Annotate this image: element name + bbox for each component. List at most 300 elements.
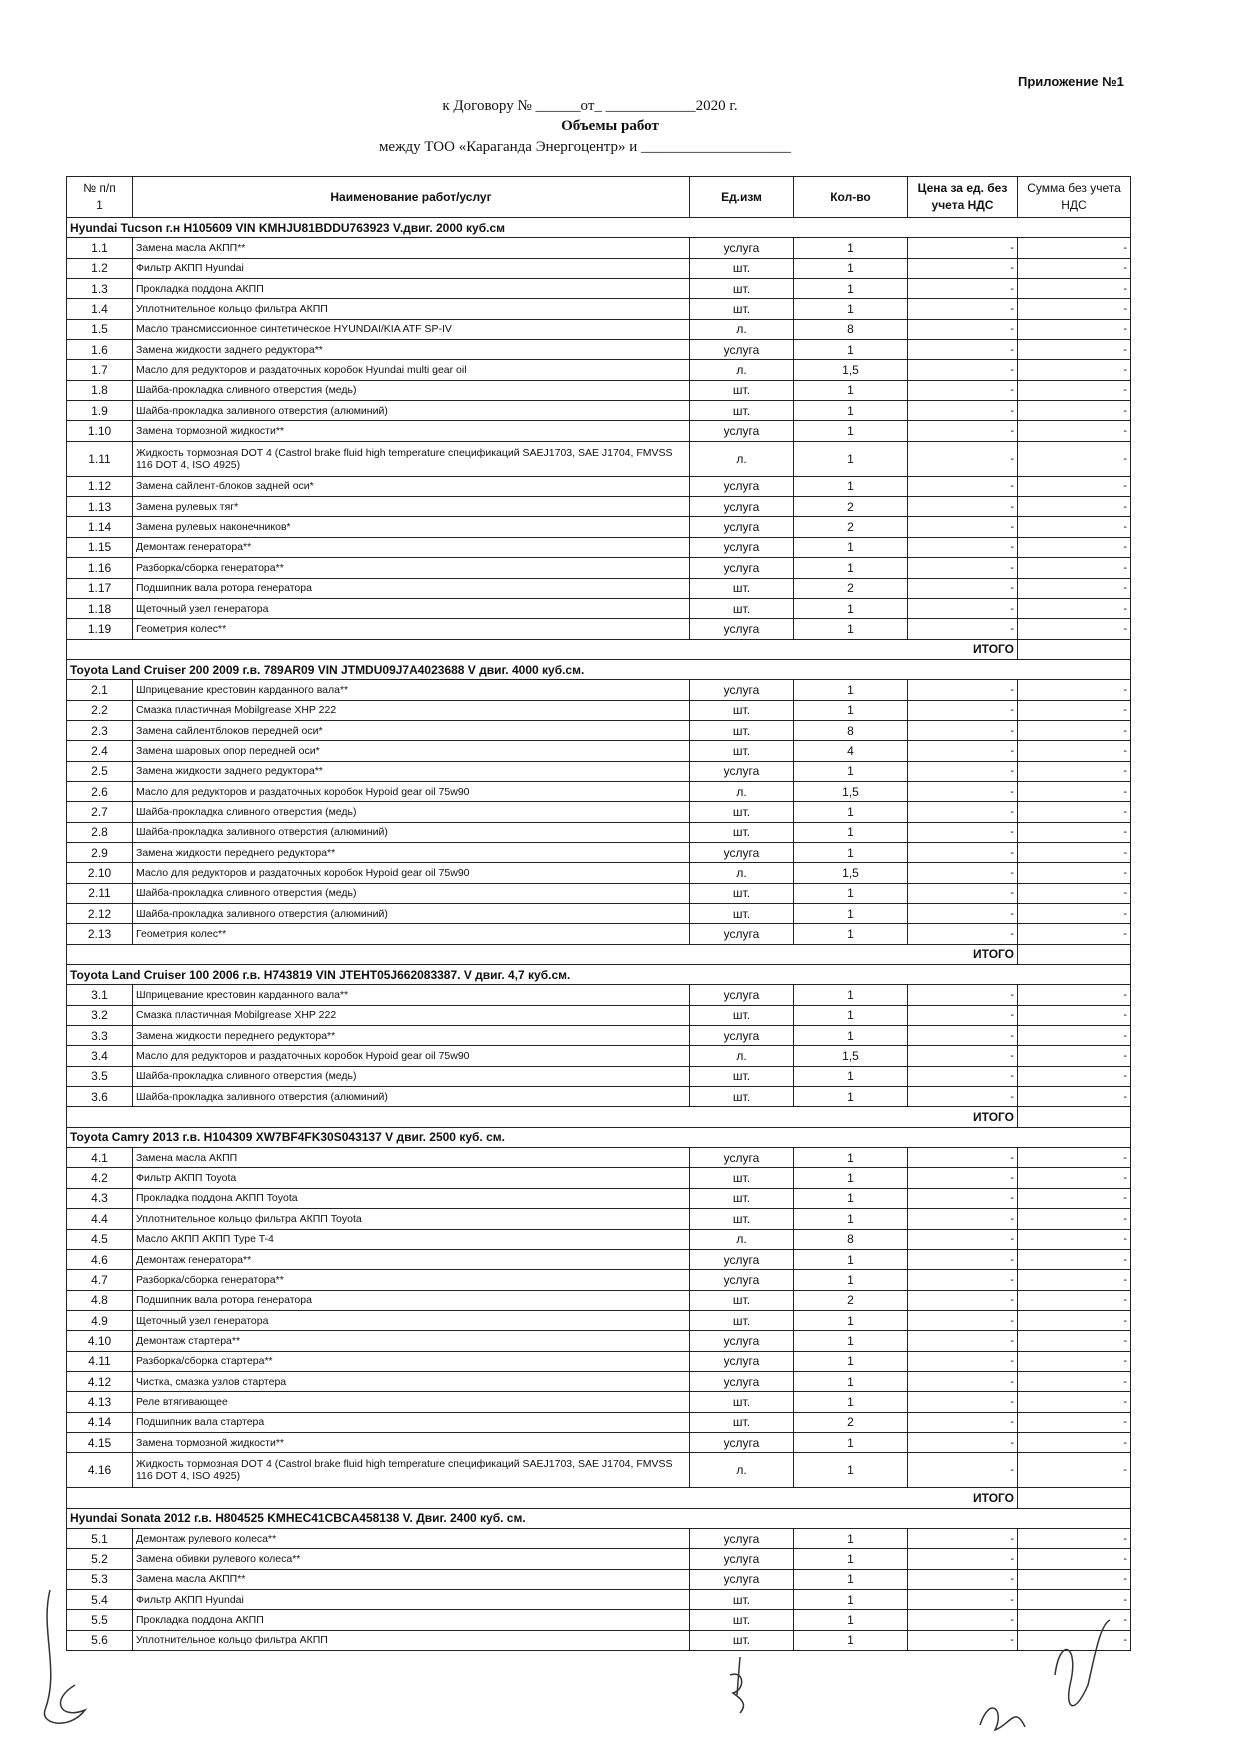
row-price: - — [908, 476, 1018, 496]
row-unit: услуга — [690, 1249, 794, 1269]
row-price: - — [908, 1412, 1018, 1432]
row-name: Уплотнительное кольцо фильтра АКПП — [133, 1630, 690, 1650]
row-unit: шт. — [690, 1087, 794, 1107]
row-price: - — [908, 1610, 1018, 1630]
row-unit: л. — [690, 1046, 794, 1066]
row-price: - — [908, 761, 1018, 781]
row-unit: услуга — [690, 1270, 794, 1290]
row-name: Замена сайлент-блоков задней оси* — [133, 476, 690, 496]
table-row — [67, 578, 1131, 598]
table-row — [67, 842, 1131, 862]
table-row — [67, 1046, 1131, 1066]
row-quantity: 1 — [794, 1610, 908, 1630]
table-row — [67, 720, 1131, 740]
row-unit: шт. — [690, 578, 794, 598]
row-quantity: 1 — [794, 1148, 908, 1168]
table-row — [67, 1148, 1131, 1168]
table-row — [67, 1066, 1131, 1086]
table-row — [67, 360, 1131, 380]
row-name: Замена рулевых наконечников* — [133, 517, 690, 537]
row-unit: шт. — [690, 720, 794, 740]
table-row — [67, 558, 1131, 578]
row-sum: - — [1018, 1026, 1131, 1046]
row-name: Фильтр АКПП Toyota — [133, 1168, 690, 1188]
row-unit: услуга — [690, 238, 794, 258]
row-unit: услуга — [690, 558, 794, 578]
row-name: Замена тормозной жидкости** — [133, 1432, 690, 1452]
row-name: Демонтаж рулевого колеса** — [133, 1528, 690, 1548]
row-unit: шт. — [690, 1066, 794, 1086]
row-number: 4.14 — [67, 1412, 133, 1432]
row-sum: - — [1018, 680, 1131, 700]
row-unit: услуга — [690, 476, 794, 496]
row-name: Замена тормозной жидкости** — [133, 421, 690, 441]
row-price: - — [908, 1453, 1018, 1488]
row-price: - — [908, 238, 1018, 258]
row-sum: - — [1018, 1331, 1131, 1351]
column-num-sub: 1 — [96, 198, 103, 212]
row-number: 1.8 — [67, 380, 133, 400]
row-price: - — [908, 1209, 1018, 1229]
signature-left — [30, 1590, 110, 1750]
row-unit: услуга — [690, 340, 794, 360]
row-price: - — [908, 279, 1018, 299]
row-sum: - — [1018, 1290, 1131, 1310]
row-quantity: 1 — [794, 1005, 908, 1025]
row-unit: шт. — [690, 401, 794, 421]
section-header-row — [67, 1127, 1131, 1147]
row-number: 4.12 — [67, 1371, 133, 1391]
table-row — [67, 258, 1131, 278]
row-unit: л. — [690, 319, 794, 339]
row-sum: - — [1018, 1392, 1131, 1412]
row-sum: - — [1018, 1371, 1131, 1391]
row-quantity: 1,5 — [794, 863, 908, 883]
row-sum: - — [1018, 1569, 1131, 1589]
column-header-price: Цена за ед. без учета НДС — [908, 177, 1018, 218]
row-number: 5.5 — [67, 1610, 133, 1630]
row-unit: шт. — [690, 802, 794, 822]
row-name: Шайба-прокладка сливного отверстия (медь) — [133, 1066, 690, 1086]
row-sum: - — [1018, 1168, 1131, 1188]
row-name: Шайба-прокладка заливного отверстия (алюминий) — [133, 904, 690, 924]
row-name: Замена масла АКПП** — [133, 238, 690, 258]
section-title: Toyota Land Cruiser 200 2009 г.в. 789AR09 VIN JTMDU09J7A4023688 V двиг. 4000 куб.см. — [67, 659, 908, 679]
row-price: - — [908, 578, 1018, 598]
row-quantity: 1 — [794, 1066, 908, 1086]
row-quantity: 1 — [794, 238, 908, 258]
row-name: Фильтр АКПП Hyundai — [133, 258, 690, 278]
row-sum: - — [1018, 578, 1131, 598]
row-quantity: 2 — [794, 1412, 908, 1432]
table-row — [67, 1569, 1131, 1589]
row-quantity: 1 — [794, 1453, 908, 1488]
row-number: 1.19 — [67, 619, 133, 639]
row-unit: шт. — [690, 1290, 794, 1310]
table-row — [67, 497, 1131, 517]
row-quantity: 1 — [794, 619, 908, 639]
row-quantity: 8 — [794, 720, 908, 740]
row-number: 1.7 — [67, 360, 133, 380]
row-sum: - — [1018, 1066, 1131, 1086]
signature-right — [970, 1615, 1140, 1745]
row-number: 1.16 — [67, 558, 133, 578]
row-name: Замена сайлентблоков передней оси* — [133, 720, 690, 740]
section-title-blank — [908, 659, 1131, 679]
row-quantity: 1 — [794, 822, 908, 842]
row-name: Демонтаж стартера** — [133, 1331, 690, 1351]
total-label: ИТОГО — [908, 639, 1018, 659]
table-row — [67, 1453, 1131, 1488]
row-sum: - — [1018, 340, 1131, 360]
row-price: - — [908, 1549, 1018, 1569]
row-price: - — [908, 1229, 1018, 1249]
row-unit: услуга — [690, 680, 794, 700]
row-quantity: 1 — [794, 904, 908, 924]
row-number: 1.18 — [67, 598, 133, 618]
row-sum: - — [1018, 619, 1131, 639]
row-sum: - — [1018, 822, 1131, 842]
row-number: 3.5 — [67, 1066, 133, 1086]
column-header-name: Наименование работ/услуг — [133, 177, 690, 218]
row-sum: - — [1018, 238, 1131, 258]
row-number: 2.10 — [67, 863, 133, 883]
row-number: 1.10 — [67, 421, 133, 441]
table-row — [67, 517, 1131, 537]
parties-line: между ТОО «Караганда Энергоцентр» и ____________________ — [378, 139, 792, 155]
row-name: Замена масла АКПП — [133, 1148, 690, 1168]
row-sum: - — [1018, 842, 1131, 862]
row-name: Замена рулевых тяг* — [133, 497, 690, 517]
row-unit: шт. — [690, 1188, 794, 1208]
row-unit: шт. — [690, 1412, 794, 1432]
row-name: Щеточный узел генератора — [133, 1310, 690, 1330]
row-quantity: 1 — [794, 441, 908, 476]
row-unit: услуга — [690, 421, 794, 441]
row-name: Шайба-прокладка сливного отверстия (медь) — [133, 380, 690, 400]
row-number: 1.17 — [67, 578, 133, 598]
table-row — [67, 985, 1131, 1005]
row-quantity: 1 — [794, 802, 908, 822]
table-row — [67, 1351, 1131, 1371]
row-name: Уплотнительное кольцо фильтра АКПП — [133, 299, 690, 319]
row-unit: шт. — [690, 299, 794, 319]
row-number: 4.3 — [67, 1188, 133, 1208]
document-title: Объемы работ — [561, 118, 659, 134]
row-sum: - — [1018, 380, 1131, 400]
row-price: - — [908, 1310, 1018, 1330]
table-row — [67, 761, 1131, 781]
total-sum — [1018, 1107, 1131, 1127]
row-unit: услуга — [690, 1528, 794, 1548]
row-number: 3.4 — [67, 1046, 133, 1066]
row-name: Реле втягивающее — [133, 1392, 690, 1412]
row-number: 4.2 — [67, 1168, 133, 1188]
row-quantity: 1 — [794, 1630, 908, 1650]
row-quantity: 1 — [794, 1249, 908, 1269]
row-unit: л. — [690, 360, 794, 380]
row-sum: - — [1018, 1249, 1131, 1269]
row-number: 2.4 — [67, 741, 133, 761]
row-unit: услуга — [690, 1331, 794, 1351]
row-name: Замена масла АКПП** — [133, 1569, 690, 1589]
table-row — [67, 340, 1131, 360]
row-unit: услуга — [690, 842, 794, 862]
row-quantity: 1 — [794, 598, 908, 618]
row-unit: шт. — [690, 741, 794, 761]
row-price: - — [908, 319, 1018, 339]
section-header-row — [67, 1508, 1131, 1528]
row-price: - — [908, 1590, 1018, 1610]
row-quantity: 1 — [794, 258, 908, 278]
table-row — [67, 1432, 1131, 1452]
row-price: - — [908, 720, 1018, 740]
row-sum: - — [1018, 517, 1131, 537]
row-unit: услуга — [690, 1432, 794, 1452]
row-price: - — [908, 537, 1018, 557]
table-row — [67, 802, 1131, 822]
table-row — [67, 421, 1131, 441]
table-row — [67, 476, 1131, 496]
row-name: Замена шаровых опор передней оси* — [133, 741, 690, 761]
row-name: Разборка/сборка генератора** — [133, 558, 690, 578]
row-price: - — [908, 985, 1018, 1005]
row-sum: - — [1018, 1209, 1131, 1229]
row-unit: шт. — [690, 1209, 794, 1229]
table-row — [67, 1005, 1131, 1025]
row-name: Жидкость тормозная DOT 4 (Castrol brake fluid high temperature спецификаций SAEJ1703, SAE J1704, FMVSS 116 DOT 4, ISO 4925) — [133, 441, 690, 476]
row-sum: - — [1018, 1148, 1131, 1168]
row-quantity: 1 — [794, 1310, 908, 1330]
row-quantity: 1 — [794, 1168, 908, 1188]
table-row — [67, 1392, 1131, 1412]
row-unit: шт. — [690, 1630, 794, 1650]
row-sum: - — [1018, 497, 1131, 517]
row-sum: - — [1018, 1630, 1131, 1650]
row-quantity: 1 — [794, 1331, 908, 1351]
row-name: Уплотнительное кольцо фильтра АКПП Toyota — [133, 1209, 690, 1229]
table-row — [67, 279, 1131, 299]
row-quantity: 1 — [794, 1026, 908, 1046]
row-price: - — [908, 558, 1018, 578]
table-row — [67, 822, 1131, 842]
row-name: Шайба-прокладка сливного отверстия (медь) — [133, 883, 690, 903]
row-number: 4.7 — [67, 1270, 133, 1290]
row-name: Фильтр АКПП Hyundai — [133, 1590, 690, 1610]
row-quantity: 1 — [794, 1209, 908, 1229]
row-unit: шт. — [690, 279, 794, 299]
table-row — [67, 1249, 1131, 1269]
row-unit: шт. — [690, 598, 794, 618]
row-number: 4.6 — [67, 1249, 133, 1269]
row-price: - — [908, 1371, 1018, 1391]
table-row — [67, 1026, 1131, 1046]
row-unit: услуга — [690, 924, 794, 944]
row-price: - — [908, 1392, 1018, 1412]
section-header-row — [67, 965, 1131, 985]
row-unit: услуга — [690, 1569, 794, 1589]
table-row — [67, 1590, 1131, 1610]
row-price: - — [908, 1046, 1018, 1066]
row-price: - — [908, 1188, 1018, 1208]
row-quantity: 1 — [794, 380, 908, 400]
row-sum: - — [1018, 319, 1131, 339]
row-quantity: 1,5 — [794, 1046, 908, 1066]
row-quantity: 1 — [794, 700, 908, 720]
row-quantity: 1 — [794, 985, 908, 1005]
row-sum: - — [1018, 1528, 1131, 1548]
row-sum: - — [1018, 1412, 1131, 1432]
row-quantity: 1 — [794, 883, 908, 903]
row-number: 4.13 — [67, 1392, 133, 1412]
row-quantity: 1 — [794, 279, 908, 299]
row-name: Замена жидкости переднего редуктора** — [133, 842, 690, 862]
table-row — [67, 1549, 1131, 1569]
total-sum — [1018, 1488, 1131, 1508]
table-row — [67, 1209, 1131, 1229]
row-sum: - — [1018, 720, 1131, 740]
table-row — [67, 319, 1131, 339]
row-sum: - — [1018, 401, 1131, 421]
row-price: - — [908, 863, 1018, 883]
row-unit: шт. — [690, 1610, 794, 1630]
row-sum: - — [1018, 883, 1131, 903]
section-title-blank — [908, 965, 1131, 985]
table-row — [67, 401, 1131, 421]
row-number: 2.12 — [67, 904, 133, 924]
row-sum: - — [1018, 761, 1131, 781]
row-quantity: 1 — [794, 340, 908, 360]
total-sum — [1018, 639, 1131, 659]
table-row — [67, 1270, 1131, 1290]
row-number: 4.5 — [67, 1229, 133, 1249]
table-row — [67, 741, 1131, 761]
row-quantity: 1 — [794, 1371, 908, 1391]
total-row-blank — [67, 944, 908, 964]
row-number: 4.8 — [67, 1290, 133, 1310]
row-sum: - — [1018, 558, 1131, 578]
row-name: Шайба-прокладка заливного отверстия (алюминий) — [133, 401, 690, 421]
total-row-blank — [67, 1107, 908, 1127]
row-sum: - — [1018, 1229, 1131, 1249]
row-number: 2.2 — [67, 700, 133, 720]
row-sum: - — [1018, 1310, 1131, 1330]
row-price: - — [908, 619, 1018, 639]
row-unit: шт. — [690, 380, 794, 400]
total-label: ИТОГО — [908, 1107, 1018, 1127]
row-quantity: 2 — [794, 1290, 908, 1310]
table-row — [67, 924, 1131, 944]
row-name: Прокладка поддона АКПП Toyota — [133, 1188, 690, 1208]
row-sum: - — [1018, 421, 1131, 441]
table-row — [67, 1310, 1131, 1330]
total-label: ИТОГО — [908, 1488, 1018, 1508]
row-price: - — [908, 380, 1018, 400]
row-name: Подшипник вала ротора генератора — [133, 578, 690, 598]
row-quantity: 1 — [794, 299, 908, 319]
table-row — [67, 1087, 1131, 1107]
row-number: 2.8 — [67, 822, 133, 842]
row-price: - — [908, 517, 1018, 537]
total-row — [67, 639, 1131, 659]
row-number: 5.3 — [67, 1569, 133, 1589]
row-price: - — [908, 598, 1018, 618]
row-quantity: 4 — [794, 741, 908, 761]
row-price: - — [908, 700, 1018, 720]
row-number: 4.1 — [67, 1148, 133, 1168]
row-price: - — [908, 441, 1018, 476]
row-name: Шайба-прокладка заливного отверстия (алюминий) — [133, 822, 690, 842]
row-unit: услуга — [690, 537, 794, 557]
table-row — [67, 883, 1131, 903]
row-price: - — [908, 1249, 1018, 1269]
row-number: 5.4 — [67, 1590, 133, 1610]
row-sum: - — [1018, 700, 1131, 720]
total-label: ИТОГО — [908, 944, 1018, 964]
row-quantity: 1,5 — [794, 781, 908, 801]
row-number: 1.4 — [67, 299, 133, 319]
row-price: - — [908, 1270, 1018, 1290]
row-sum: - — [1018, 1270, 1131, 1290]
table-row — [67, 299, 1131, 319]
table-row — [67, 1331, 1131, 1351]
row-unit: услуга — [690, 1371, 794, 1391]
row-quantity: 8 — [794, 319, 908, 339]
total-row-blank — [67, 639, 908, 659]
row-sum: - — [1018, 279, 1131, 299]
row-price: - — [908, 497, 1018, 517]
row-price: - — [908, 1005, 1018, 1025]
table-row — [67, 863, 1131, 883]
appendix-label: Приложение №1 — [1018, 74, 1124, 89]
table-row — [67, 380, 1131, 400]
table-row — [67, 1528, 1131, 1548]
row-name: Подшипник вала ротора генератора — [133, 1290, 690, 1310]
row-name: Прокладка поддона АКПП — [133, 1610, 690, 1630]
works-table-body — [67, 218, 1131, 1651]
total-row — [67, 1488, 1131, 1508]
row-number: 1.6 — [67, 340, 133, 360]
contract-reference: к Договору № ______от_ ____________2020 г. — [442, 98, 738, 114]
row-sum: - — [1018, 1005, 1131, 1025]
row-sum: - — [1018, 441, 1131, 476]
row-price: - — [908, 1168, 1018, 1188]
row-number: 1.9 — [67, 401, 133, 421]
row-price: - — [908, 1630, 1018, 1650]
row-name: Демонтаж генератора** — [133, 537, 690, 557]
row-quantity: 1 — [794, 842, 908, 862]
row-unit: л. — [690, 1453, 794, 1488]
row-quantity: 1 — [794, 421, 908, 441]
row-quantity: 1 — [794, 476, 908, 496]
total-row-blank — [67, 1488, 908, 1508]
row-sum: - — [1018, 1351, 1131, 1371]
row-quantity: 1 — [794, 1270, 908, 1290]
row-sum: - — [1018, 781, 1131, 801]
row-price: - — [908, 741, 1018, 761]
row-price: - — [908, 883, 1018, 903]
row-sum: - — [1018, 1188, 1131, 1208]
row-unit: л. — [690, 1229, 794, 1249]
row-price: - — [908, 360, 1018, 380]
table-row — [67, 1412, 1131, 1432]
row-sum: - — [1018, 985, 1131, 1005]
row-name: Демонтаж генератора** — [133, 1249, 690, 1269]
row-number: 5.1 — [67, 1528, 133, 1548]
row-unit: шт. — [690, 258, 794, 278]
row-unit: услуга — [690, 985, 794, 1005]
row-sum: - — [1018, 924, 1131, 944]
